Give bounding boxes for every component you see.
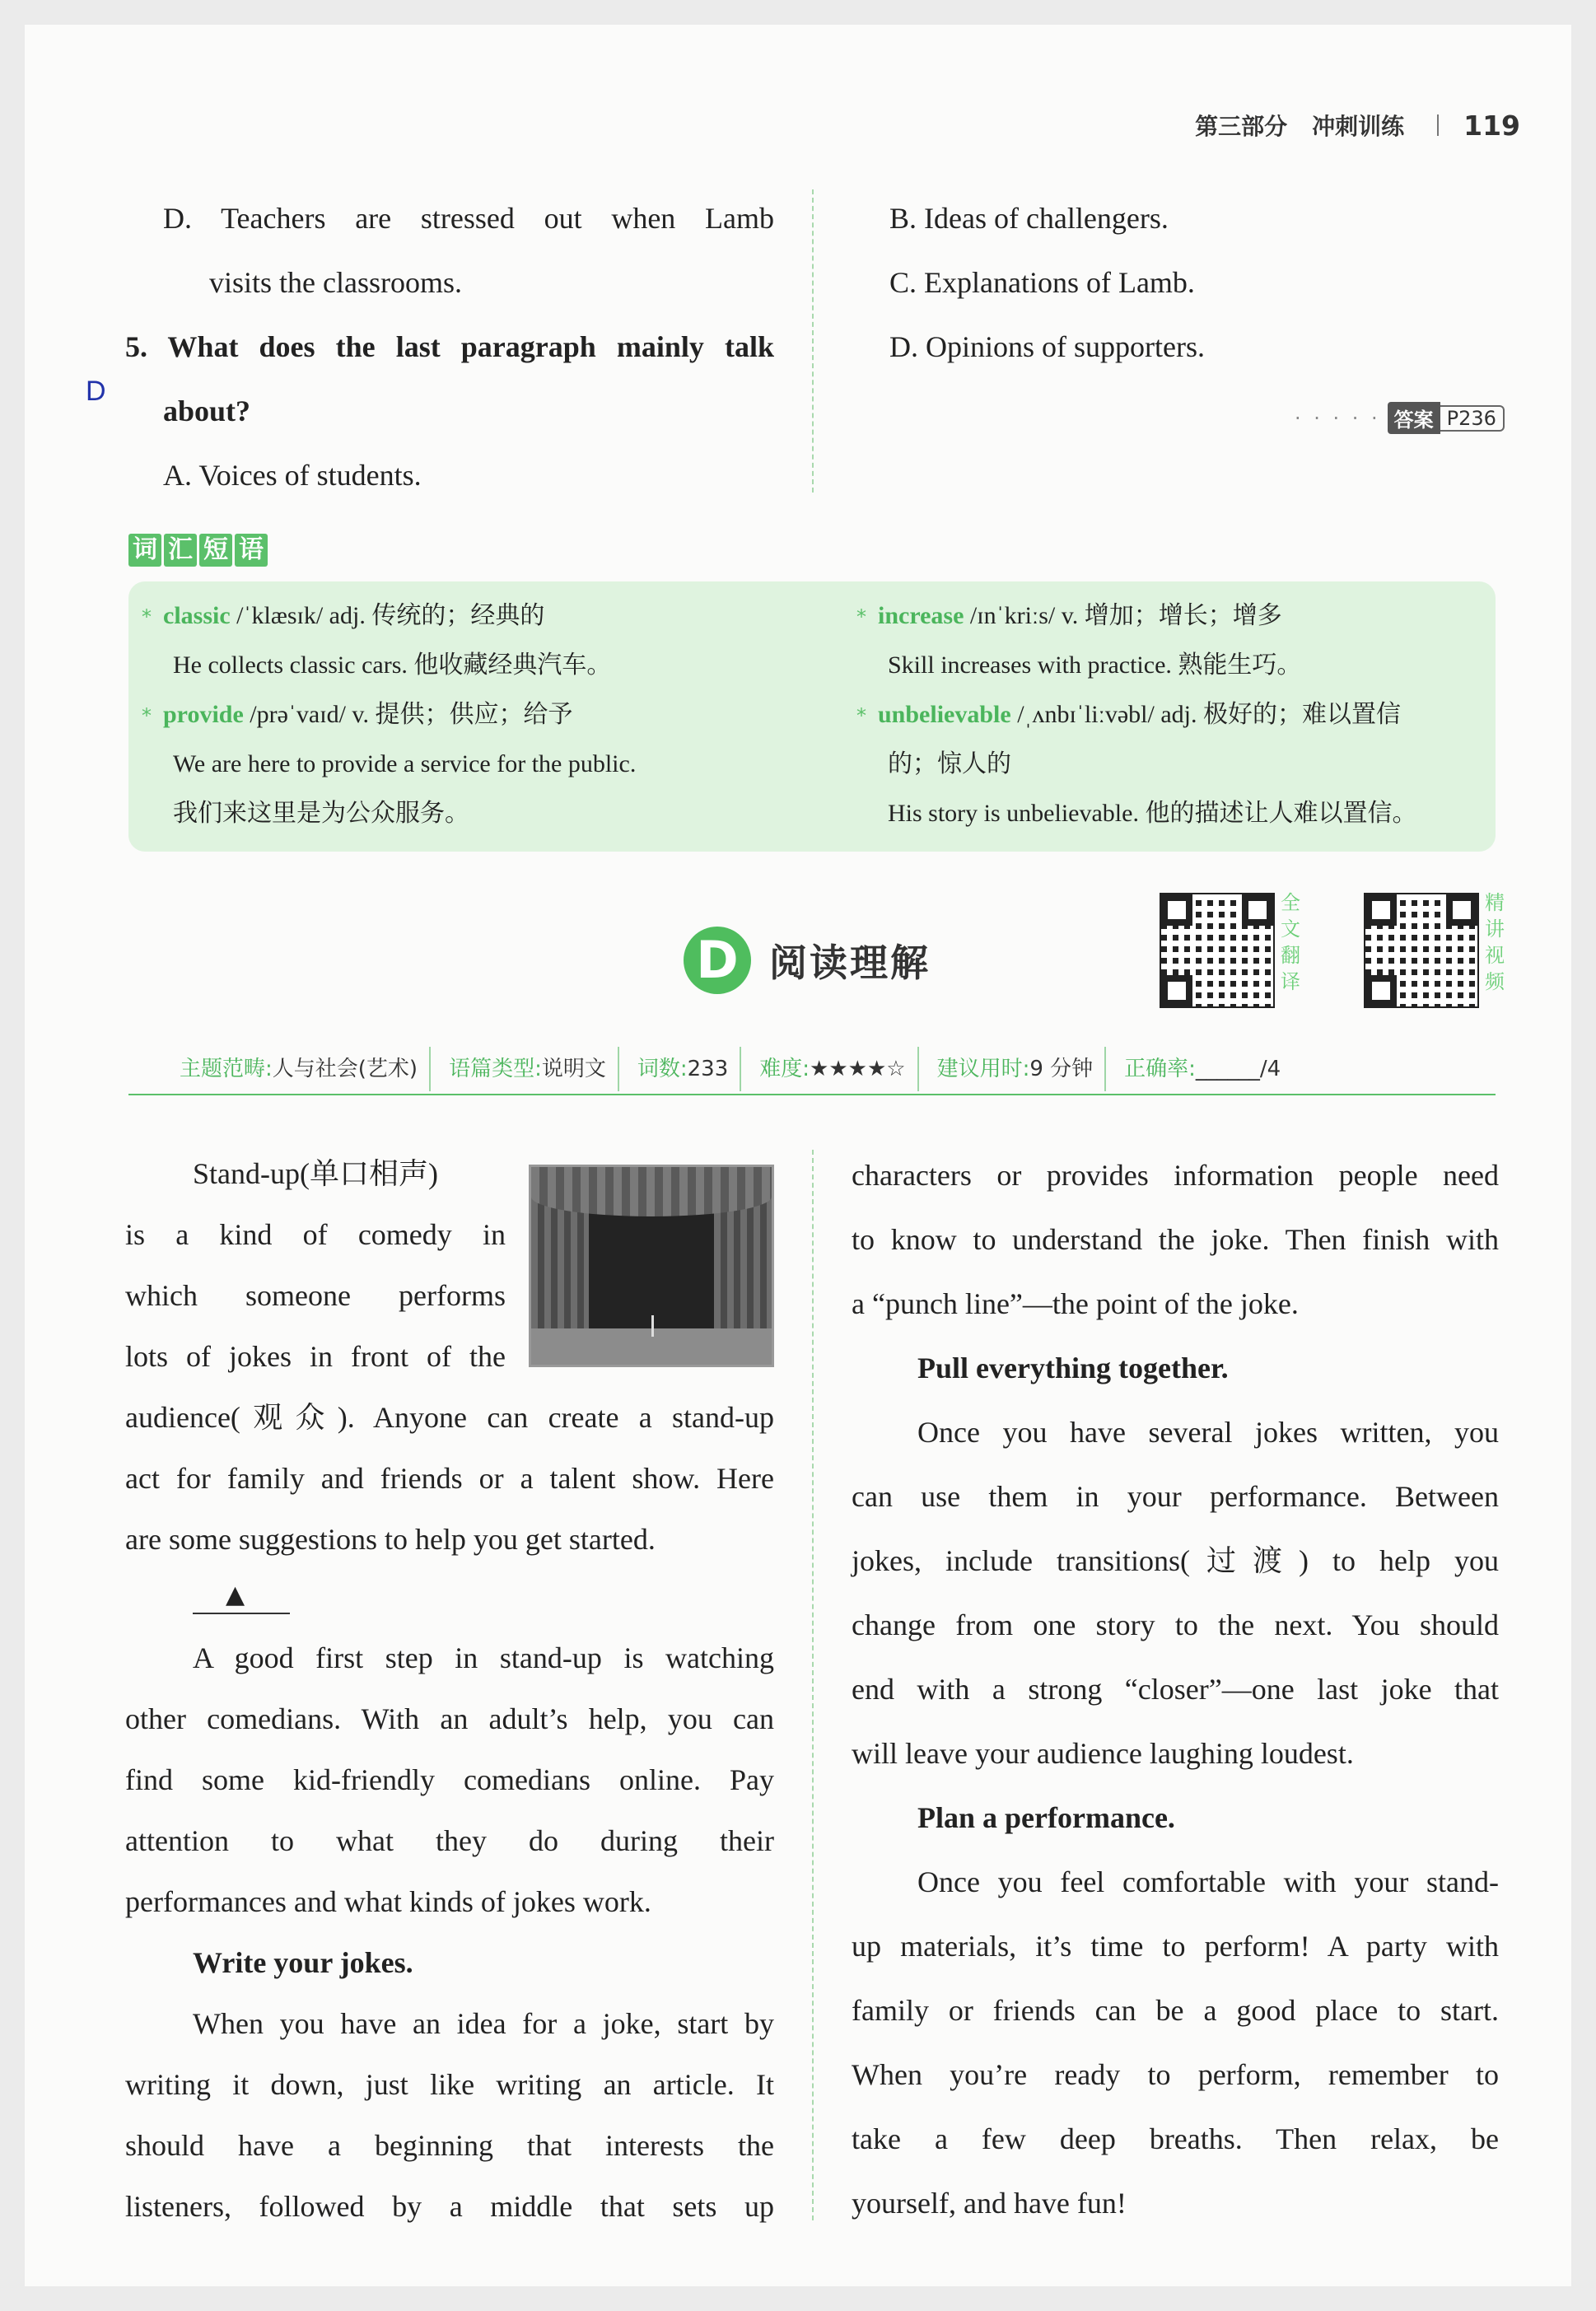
- passage-line: yourself, and have fun!: [852, 2187, 1127, 2220]
- passage-line: characters or provides information people need: [852, 1159, 1499, 1192]
- passage-line: family or friends can be a good place to start.: [852, 1994, 1499, 2027]
- blank-underline: [193, 1613, 290, 1614]
- difficulty-stars: ★★★★☆: [810, 1057, 906, 1081]
- qr-label-video: [1482, 889, 1507, 995]
- info-value: 人与社会(艺术): [272, 1057, 418, 1081]
- vocab-definition: /prəˈvaɪd/ v. 提供；供应；给予: [243, 701, 573, 728]
- qr-label-char: 译: [1281, 970, 1300, 993]
- info-key: 词数:: [637, 1057, 688, 1081]
- running-header: [1195, 109, 1520, 142]
- passage-line: lots of jokes in front of the: [125, 1340, 506, 1373]
- passage-line: take a few deep breaths. Then relax, be: [852, 2122, 1499, 2155]
- vocab-example: We are here to provide a service for the public.: [173, 750, 637, 777]
- passage-line: which someone performs: [125, 1279, 506, 1312]
- qr-label-char: 讲: [1485, 917, 1505, 941]
- vocab-definition: /ɪnˈkriːs/ v. 增加；增长；增多: [964, 602, 1282, 629]
- passage-line: writing it down, just like writing an article. It: [125, 2068, 774, 2101]
- vocab-title: [128, 534, 268, 567]
- passage-info-bar: [128, 1044, 1496, 1095]
- option-c: C. Explanations of Lamb.: [889, 266, 1195, 299]
- info-words: [618, 1047, 740, 1091]
- vocab-title-char: 语: [235, 534, 268, 567]
- passage-line: will leave your audience laughing loudest.: [852, 1737, 1354, 1770]
- info-value: 233: [687, 1057, 729, 1081]
- answer-page: P236: [1440, 405, 1505, 432]
- vocab-entry-classic: [142, 591, 544, 642]
- stage-image: [529, 1165, 774, 1367]
- passage-line: are some suggestions to help you get started.: [125, 1523, 656, 1556]
- star-icon: *: [856, 605, 866, 628]
- header-subsection: 冲刺训练: [1312, 113, 1405, 140]
- vocab-word: provide: [163, 701, 244, 728]
- header-section: 第三部分: [1195, 113, 1288, 140]
- page-number: 119: [1463, 109, 1520, 142]
- score-blank[interactable]: ______/4: [1195, 1057, 1281, 1081]
- passage-line: When you have an idea for a joke, start by: [193, 2007, 774, 2040]
- qr-label-char: 视: [1485, 944, 1505, 967]
- vocab-word: classic: [163, 602, 231, 629]
- subheading-write-jokes: Write your jokes.: [193, 1946, 413, 1979]
- vocab-definition: /ˈklæsɪk/ adj. 传统的；经典的: [230, 602, 545, 629]
- info-type: [429, 1047, 618, 1091]
- passage-line: to know to understand the joke. Then finish with: [852, 1223, 1499, 1256]
- passage-line: is a kind of comedy in: [125, 1218, 506, 1251]
- passage-line: Once you feel comfortable with your stand-: [917, 1865, 1499, 1898]
- info-key: 主题范畴:: [180, 1057, 273, 1081]
- vocab-example: Skill increases with practice. 熟能生巧。: [888, 651, 1302, 679]
- qr-label-char: 精: [1485, 891, 1505, 914]
- vocab-word: unbelievable: [878, 701, 1011, 728]
- qr-code-video[interactable]: [1364, 893, 1479, 1008]
- vocab-example: He collects classic cars. 他收藏经典汽车。: [173, 651, 612, 679]
- passage-line: end with a strong “closer”—one last joke that: [852, 1673, 1499, 1706]
- passage-line: a “punch line”—the point of the joke.: [852, 1287, 1299, 1320]
- vocab-title-char: 短: [199, 534, 232, 567]
- subheading-plan-performance: Plan a performance.: [917, 1801, 1175, 1834]
- vocab-word: increase: [878, 602, 964, 629]
- passage-line: other comedians. With an adult’s help, you can: [125, 1702, 774, 1735]
- blank-triangle-icon[interactable]: ▲: [226, 1580, 245, 1609]
- passage-line: listeners, followed by a middle that sets up: [125, 2190, 774, 2223]
- passage-line: can use them in your performance. Between: [852, 1480, 1499, 1513]
- info-key: 建议用时:: [936, 1057, 1030, 1081]
- column-divider-bottom: [812, 1150, 814, 2220]
- passage-line: When you’re ready to perform, remember to: [852, 2058, 1499, 2091]
- passage-line: Once you have several jokes written, you: [917, 1416, 1499, 1449]
- info-theme: [128, 1047, 429, 1091]
- passage-line: A good first step in stand-up is watching: [193, 1641, 774, 1674]
- option-d-line2: visits the classrooms.: [209, 266, 462, 299]
- vocab-entry-increase: [856, 591, 1282, 642]
- passage-line: performances and what kinds of jokes work.: [125, 1885, 651, 1918]
- qr-code-translation[interactable]: [1160, 893, 1275, 1008]
- info-time: [917, 1047, 1105, 1091]
- passage-line: audience(观众). Anyone can create a stand-up: [125, 1401, 774, 1434]
- vocab-definition: /ˌʌnbɪˈliːvəbl/ adj. 极好的；难以置信: [1010, 701, 1401, 728]
- passage-line: act for family and friends or a talent show. Here: [125, 1462, 774, 1495]
- vocab-definition-cont: 的；惊人的: [888, 750, 1011, 777]
- section-title: [684, 927, 931, 994]
- option-a: A. Voices of students.: [163, 459, 422, 492]
- vocab-example: His story is unbelievable. 他的描述让人难以置信。: [888, 800, 1417, 827]
- section-letter-badge: D: [684, 927, 751, 994]
- vocab-example: 我们来这里是为公众服务。: [173, 800, 469, 827]
- passage-line: attention to what they do during their: [125, 1824, 774, 1857]
- vocab-title-char: 汇: [164, 534, 197, 567]
- info-value: 说明文: [541, 1057, 606, 1081]
- vocab-title-char: 词: [128, 534, 161, 567]
- question-5-line2: about?: [163, 395, 251, 427]
- info-key: 语篇类型:: [449, 1057, 542, 1081]
- star-icon: *: [856, 704, 866, 727]
- passage-line: should have a beginning that interests the: [125, 2129, 774, 2162]
- qr-label-char: 文: [1281, 917, 1300, 941]
- question-5-line1: 5. What does the last paragraph mainly talk: [125, 330, 774, 363]
- section-title-text: 阅读理解: [769, 941, 931, 985]
- answer-label: 答案: [1388, 402, 1440, 434]
- passage-line: up materials, it’s time to perform! A party with: [852, 1930, 1499, 1963]
- subheading-pull-together: Pull everything together.: [917, 1352, 1229, 1384]
- header-divider: [1437, 114, 1439, 136]
- star-icon: *: [142, 704, 152, 727]
- info-difficulty: [740, 1047, 917, 1091]
- info-value: 9 分钟: [1029, 1057, 1094, 1081]
- qr-label-translation: [1278, 889, 1303, 995]
- column-divider-top: [812, 189, 814, 493]
- info-key: 难度:: [759, 1057, 810, 1081]
- star-icon: *: [142, 605, 152, 628]
- option-d-line1: D. Teachers are stressed out when Lamb: [163, 202, 774, 235]
- passage-line: change from one story to the next. You should: [852, 1608, 1499, 1641]
- qr-label-char: 翻: [1281, 944, 1300, 967]
- option-b: B. Ideas of challengers.: [889, 202, 1169, 235]
- handwritten-answer: D: [86, 376, 106, 407]
- passage-line: Stand-up(单口相声): [193, 1157, 438, 1190]
- answer-dots: · · · · ·: [1295, 406, 1381, 430]
- qr-label-char: 频: [1485, 970, 1505, 993]
- info-key: 正确率:: [1124, 1057, 1196, 1081]
- info-score: [1104, 1047, 1292, 1091]
- answer-reference: [1295, 402, 1505, 434]
- vocab-entry-provide: [142, 690, 572, 740]
- option-d-right: D. Opinions of supporters.: [889, 330, 1205, 363]
- qr-label-char: 全: [1281, 891, 1300, 914]
- passage-line: find some kid-friendly comedians online. Pay: [125, 1763, 774, 1796]
- passage-line: jokes, include transitions(过渡) to help you: [852, 1544, 1499, 1577]
- vocab-entry-unbelievable: [856, 690, 1401, 740]
- microphone-icon: [651, 1315, 654, 1337]
